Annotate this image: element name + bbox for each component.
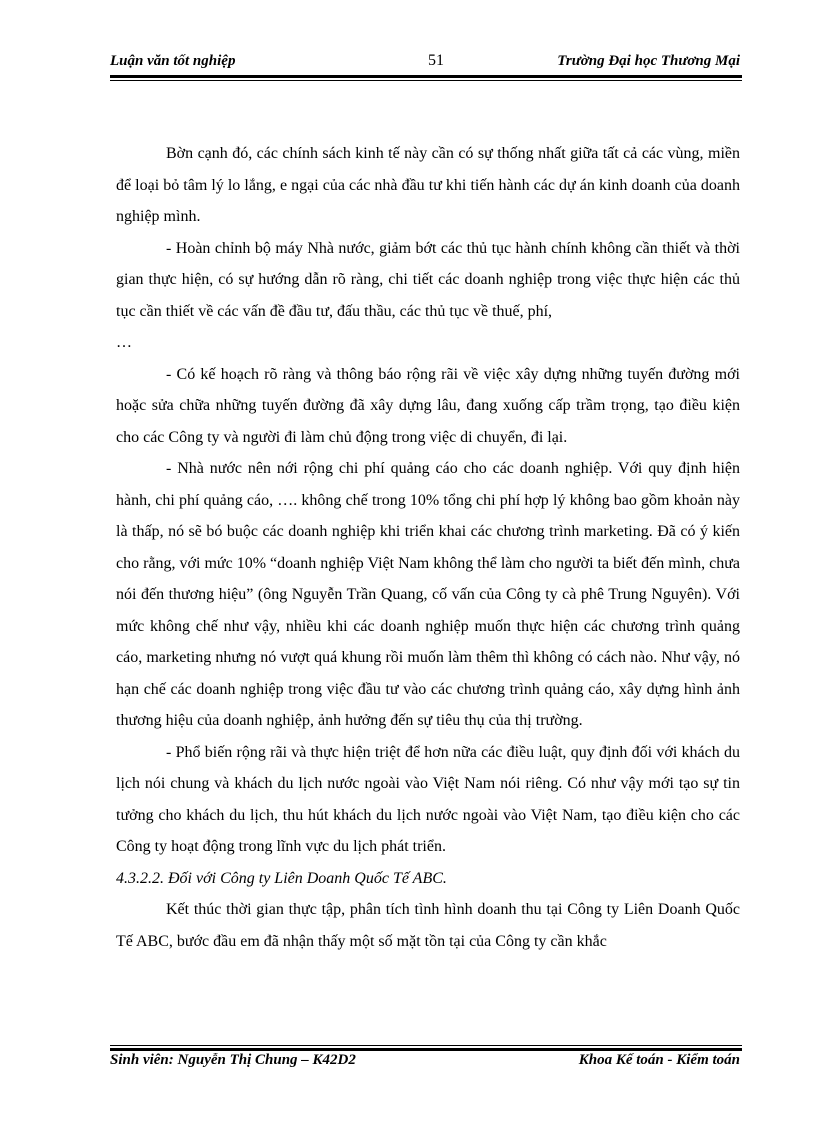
page-header <box>110 50 740 72</box>
paragraph-ellipsis: … <box>116 334 132 351</box>
page-body <box>116 138 740 957</box>
footer-student: Sinh viên: Nguyễn Thị Chung – K42D2 <box>110 1052 356 1068</box>
paragraph-4: - Nhà nước nên nới rộng chi phí quảng cáo cho các doanh nghiệp. Với quy định hiện hành, chi phí quảng cáo, …. không chế trong 10% tổng chi phí hợp lý không bao gồm khoản này là thấp, nó sẽ bó buộc các doanh nghiệp khi triển khai các chương trình marketing. Đã có ý kiến cho rằng, với mức 10% “doanh nghiệp Việt Nam không thể làm cho người ta biết đến mình, chưa nói đến thương hiệu” (ông Nguyễn Trần Quang, cố vấn của Công ty cà phê Trung Nguyên). Với mức không chế như vậy, nhiều khi các doanh nghiệp muốn thực hiện các chương trình quảng cáo, marketing nhưng nó vượt quá khung rồi muốn làm thêm thì không có cách nào. Như vậy, nó hạn chế các doanh nghiệp trong việc đầu tư vào các chương trình quảng cáo, xây dựng hình ảnh thương hiệu của doanh nghiệp, ảnh hưởng đến sự tiêu thụ của thị trường. <box>116 460 740 729</box>
paragraph-1: Bờn cạnh đó, các chính sách kinh tế này cần có sự thống nhất giữa tất cả các vùng, miền để loại bỏ tâm lý lo lắng, e ngại của các nhà đầu tư khi tiến hành các dự án kinh doanh của doanh nghiệp mình. <box>116 145 740 225</box>
header-university: Trường Đại học Thương Mại <box>557 53 740 69</box>
footer-rule-thin <box>110 1045 742 1046</box>
page-footer <box>110 1052 740 1074</box>
paragraph-2: - Hoàn chỉnh bộ máy Nhà nước, giảm bớt các thủ tục hành chính không cần thiết và thời gian thực hiện, có sự hướng dẫn rõ ràng, chi tiết các doanh nghiệp trong việc thực hiện các thủ tục cần thiết về các vấn đề đầu tư, đấu thầu, các thủ tục về thuế, phí, <box>116 239 740 320</box>
paragraph-6: Kết thúc thời gian thực tập, phân tích tình hình doanh thu tại Công ty Liên Doanh Quốc Tế ABC, bước đầu em đã nhận thấy một số mặt tồn tại của Công ty cần khắc <box>116 901 740 950</box>
paragraph-5: - Phổ biến rộng rãi và thực hiện triệt để hơn nữa các điều luật, quy định đối với khách du lịch nói chung và khách du lịch nước ngoài vào Việt Nam nói riêng. Có như vậy mới tạo sự tin tưởng cho khách du lịch, thu hút khách du lịch nước ngoài vào Việt Nam, tạo điều kiện cho các Công ty hoạt động trong lĩnh vực du lịch phát triển. <box>116 743 740 855</box>
header-rule-thick <box>110 75 742 78</box>
page-number: 51 <box>428 52 444 69</box>
header-thesis-title: Luận văn tốt nghiệp <box>110 53 236 69</box>
paragraph-3: - Có kế hoạch rõ ràng và thông báo rộng rãi về việc xây dựng những tuyến đường mới hoặc sửa chữa những tuyến đường đã xây dựng lâu, đang xuống cấp trầm trọng, tạo điều kiện cho các Công ty và người đi làm chủ động trong việc di chuyển, đi lại. <box>116 365 740 446</box>
footer-department: Khoa Kế toán - Kiểm toán <box>578 1052 740 1068</box>
section-subheading: 4.3.2.2. Đối với Công ty Liên Doanh Quốc Tế ABC. <box>116 869 447 887</box>
footer-rule-thick <box>110 1048 742 1051</box>
header-rule-thin <box>110 80 742 81</box>
